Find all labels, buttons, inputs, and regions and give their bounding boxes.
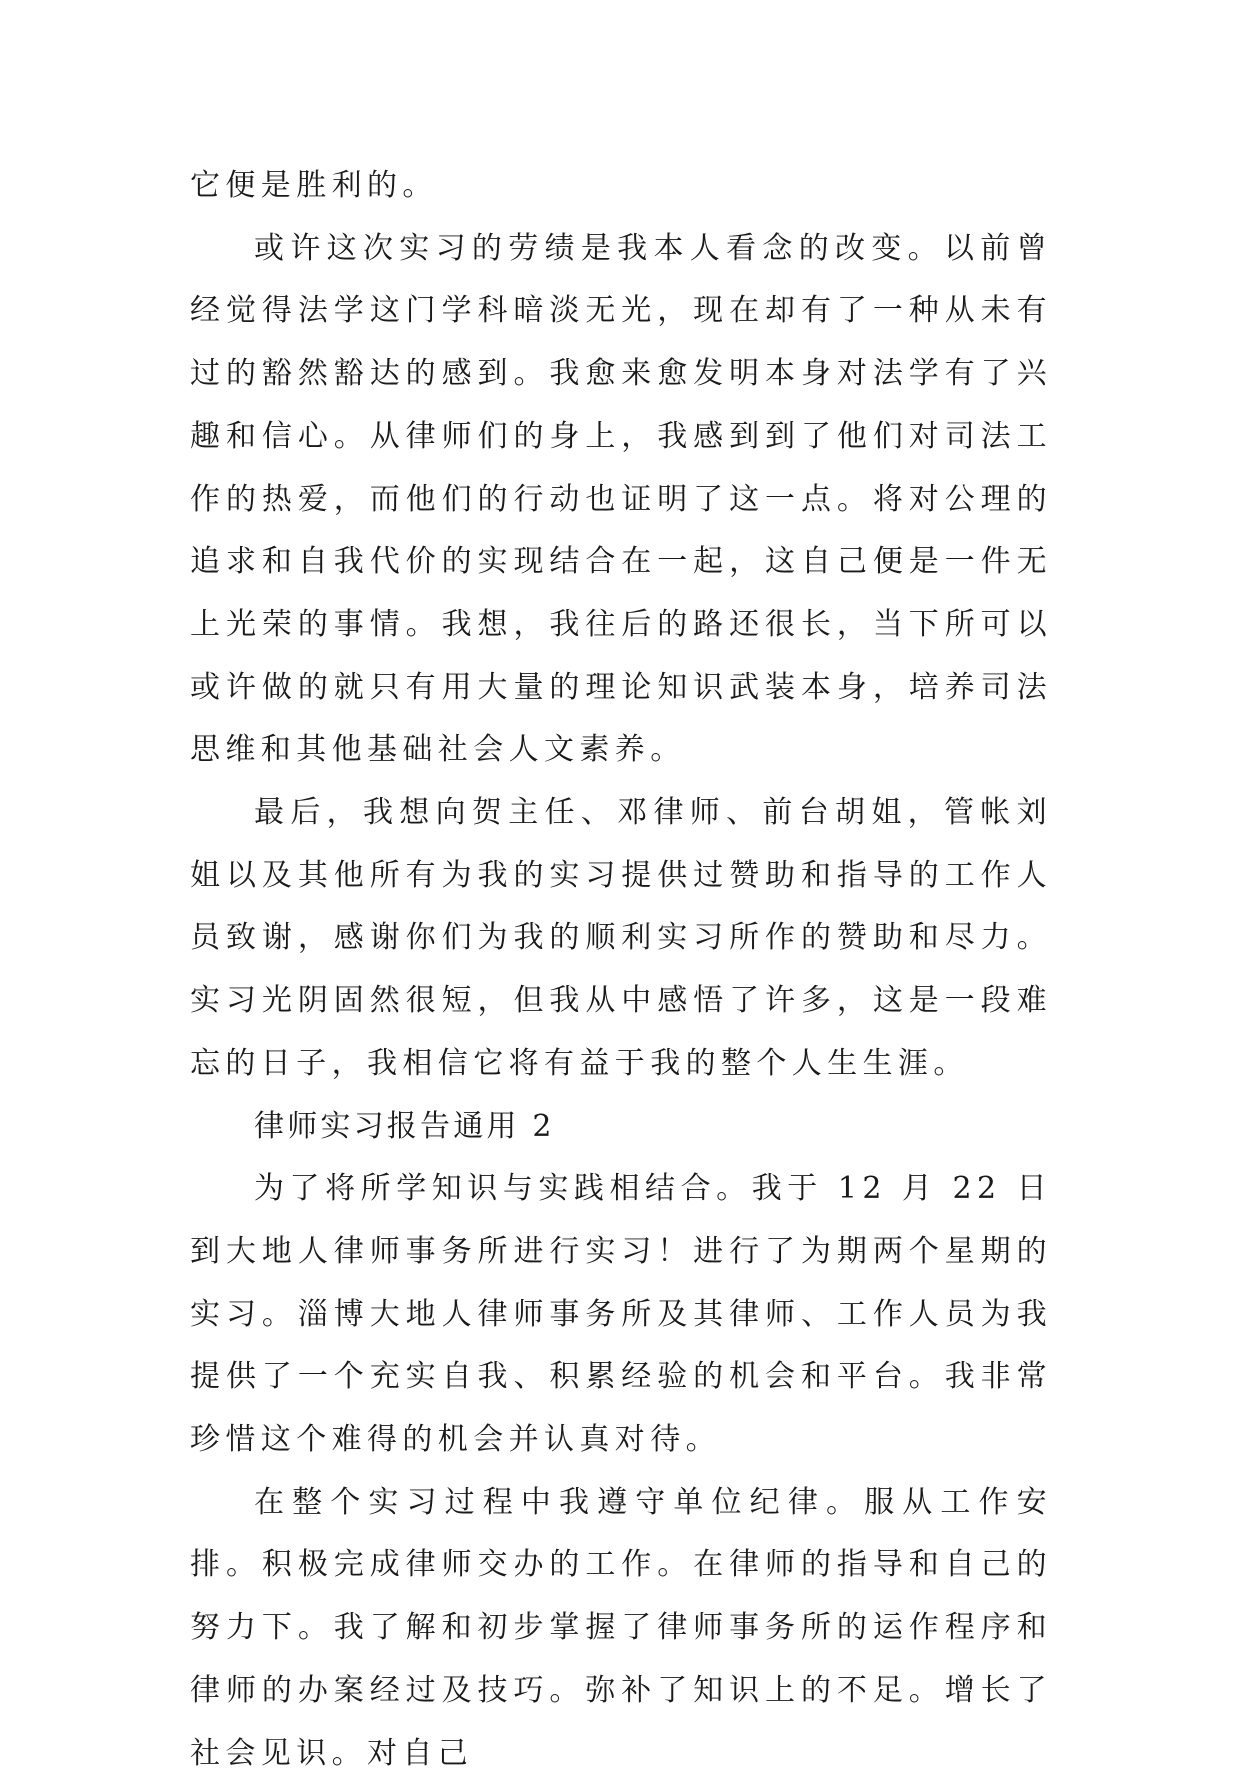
paragraph-acknowledgements: 最后，我想向贺主任、邓律师、前台胡姐，管帐刘姐以及其他所有为我的实习提供过赞助和指导的工作人员致谢，感谢你们为我的顺利实习所作的赞助和尽力。实习光阴固然很短，但我从中感悟了许多，这是一段难忘的日子，我相信它将有益于我的整个人生生涯。 <box>190 795 1052 1081</box>
section-heading: 律师实习报告通用 2 <box>254 1108 555 1144</box>
paragraph-introduction: 为了将所学知识与实践相结合。我于 12 月 22 日到大地人律师事务所进行实习！进行了为期两个星期的实习。淄博大地人律师事务所及其律师、工作人员为我提供了一个充实自我、积累经验的机会和平台。我非常珍惜这个难得的机会并认真对待。 <box>190 1171 1052 1458</box>
paragraph-continuation: 它便是胜利的。 <box>190 168 438 203</box>
paragraph-reflection: 或许这次实习的劳绩是我本人看念的改变。以前曾经觉得法学这门学科暗淡无光，现在却有了一种从未有过的豁然豁达的感到。我愈来愈发明本身对法学有了兴趣和信心。从律师们的身上，我感到到了他们对司法工作的热爱，而他们的行动也证明了这一点。将对公理的追求和自我代价的实现结合在一起，这自己便是一件无上光荣的事情。我想，我往后的路还很长，当下所可以或许做的就只有用大量的理论知识武装本身，培养司法思维和其他基础社会人文素养。 <box>190 230 1052 768</box>
document-body <box>190 155 1052 1785</box>
paragraph-internship-process: 在整个实习过程中我遵守单位纪律。服从工作安排。积极完成律师交办的工作。在律师的指导和自己的努力下。我了解和初步掌握了律师事务所的运作程序和律师的办案经过及技巧。弥补了知识上的不足。增长了社会见识。对自己 <box>190 1484 1052 1771</box>
